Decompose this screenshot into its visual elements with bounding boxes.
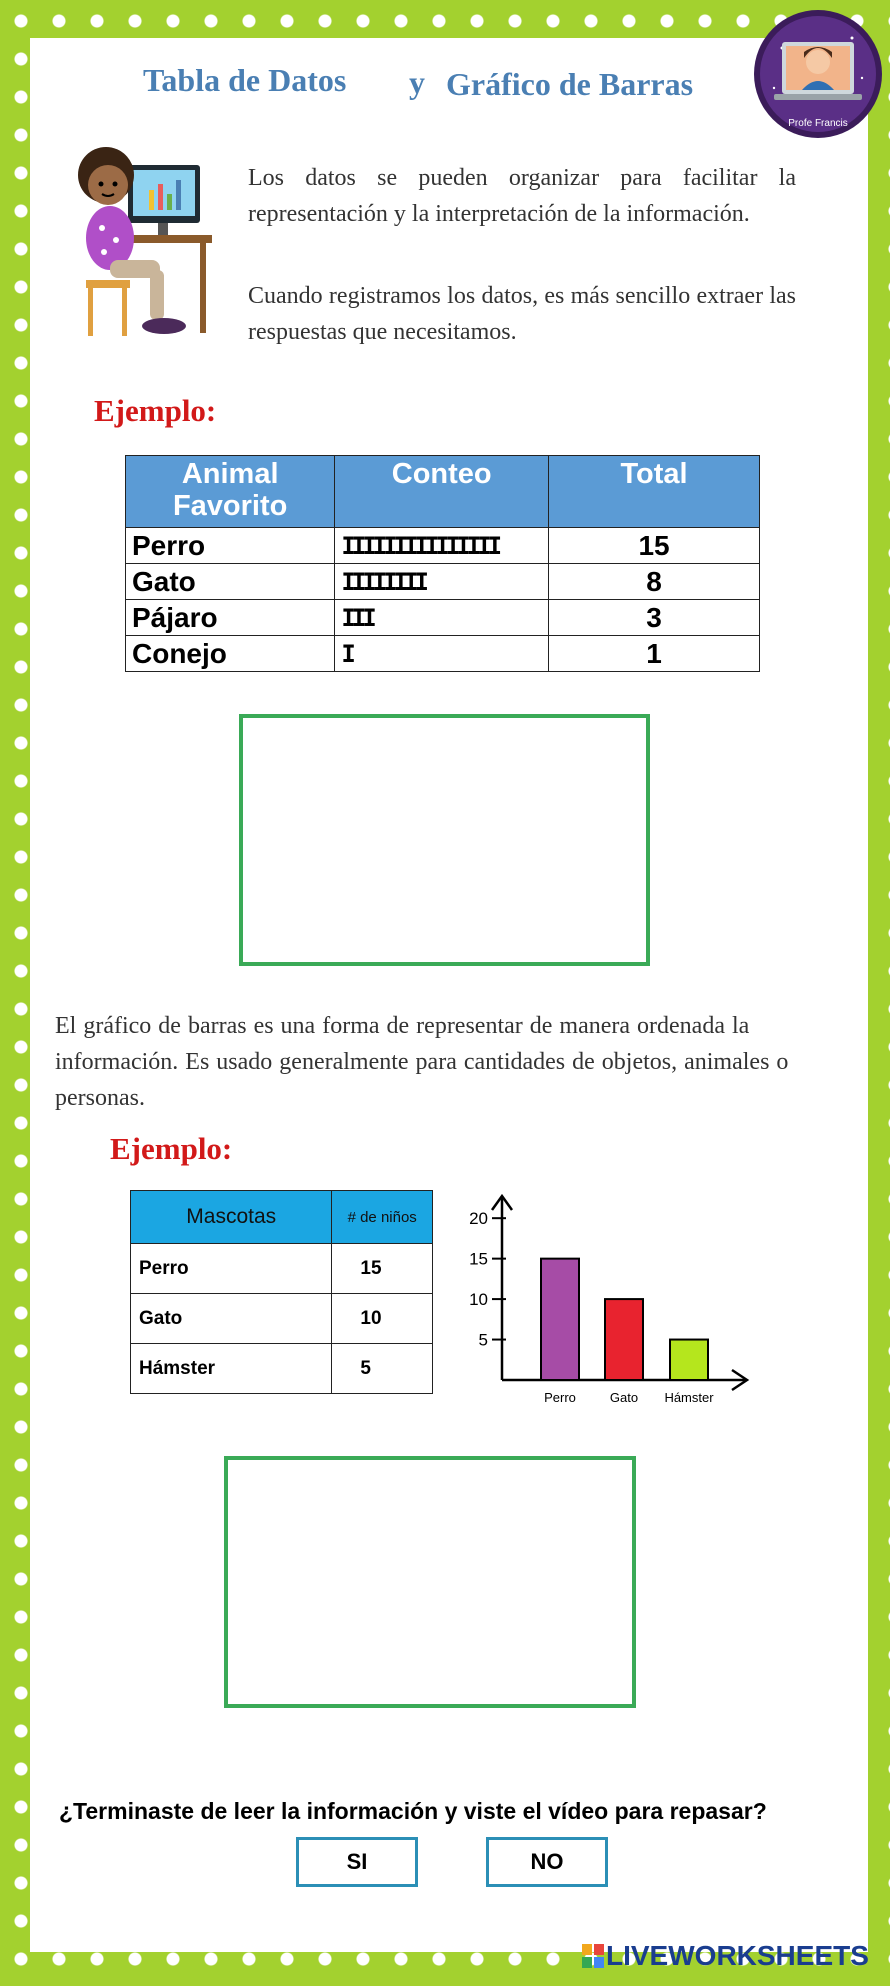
count-cell: 10 [332, 1294, 433, 1344]
title-data-table: Tabla de Datos [143, 62, 347, 98]
tally-cell: III [335, 600, 549, 636]
header-pets: Mascotas [131, 1191, 332, 1244]
animal-cell: Pájaro [126, 600, 335, 636]
total-cell: 1 [549, 636, 760, 672]
y-tick-label: 15 [469, 1249, 488, 1269]
no-button[interactable]: NO [486, 1837, 608, 1887]
video-placeholder-box-2[interactable] [224, 1456, 636, 1708]
example1-label: Ejemplo: [94, 393, 217, 428]
total-cell: 3 [549, 600, 760, 636]
y-tick-label: 20 [469, 1209, 488, 1229]
liveworksheets-logo-icon [582, 1944, 604, 1968]
animal-cell: Perro [126, 528, 335, 564]
tally-cell: I [335, 636, 549, 672]
pets-table [130, 1190, 433, 1394]
header-animal-favorite: Animal Favorito [126, 456, 335, 528]
teacher-avatar-badge [752, 8, 884, 140]
badge-label: Profe Francis [788, 118, 848, 129]
title-conjunction: y [409, 64, 425, 100]
pet-cell: Perro [131, 1244, 332, 1294]
table-row [126, 600, 760, 636]
header-total: Total [549, 456, 760, 528]
count-cell: 15 [332, 1244, 433, 1294]
x-tick-label: Gato [609, 1390, 639, 1405]
bar-perro [541, 1259, 579, 1380]
bar-gato [605, 1299, 643, 1380]
header-children-count: # de niños [332, 1191, 433, 1244]
animal-cell: Gato [126, 564, 335, 600]
bar-chart-paragraph: El gráfico de barras es una forma de representar de manera ordenada la información. Es usado generalmente para cantidades de objetos, animales o personas. [55, 1013, 789, 1111]
total-cell: 8 [549, 564, 760, 600]
pet-cell: Gato [131, 1294, 332, 1344]
x-tick-label: Perro [544, 1390, 576, 1405]
title-bar-chart: Gráfico de Barras [446, 66, 694, 102]
header-tally: Conteo [335, 456, 549, 528]
count-cell: 5 [332, 1344, 433, 1394]
table-row [126, 528, 760, 564]
y-tick-label: 10 [469, 1290, 488, 1310]
tally-cell: IIIIIIIIIIIIIII [335, 528, 549, 564]
pet-cell: Hámster [131, 1344, 332, 1394]
tally-cell: IIIIIIII [335, 564, 549, 600]
total-cell: 15 [549, 528, 760, 564]
table-row [131, 1244, 433, 1294]
yes-button[interactable]: SI [296, 1837, 418, 1887]
favorite-animal-table [125, 455, 760, 672]
animal-cell: Conejo [126, 636, 335, 672]
y-tick-label: 5 [478, 1330, 488, 1350]
table-row [131, 1344, 433, 1394]
intro-paragraph-2: Cuando registramos los datos, es más sencillo extraer las respuestas que necesitamos. [248, 283, 796, 345]
x-tick-label: Hámster [664, 1390, 714, 1405]
completion-question: ¿Terminaste de leer la información y viste el vídeo para repasar? [59, 1798, 767, 1824]
liveworksheets-brand: LIVEWORKSHEETS [606, 1940, 869, 1971]
example2-label: Ejemplo: [110, 1131, 233, 1166]
pets-bar-chart [450, 1190, 760, 1415]
intro-paragraph-1: Los datos se pueden organizar para facilitar la representación y la interpretación de la información. [248, 165, 796, 227]
table-row [126, 564, 760, 600]
table-row [126, 636, 760, 672]
bar-chart-svg [450, 1190, 760, 1415]
table-row [131, 1294, 433, 1344]
girl-computer-illustration [64, 140, 214, 345]
video-placeholder-box-1[interactable] [239, 714, 650, 966]
bar-hámster [670, 1340, 708, 1380]
